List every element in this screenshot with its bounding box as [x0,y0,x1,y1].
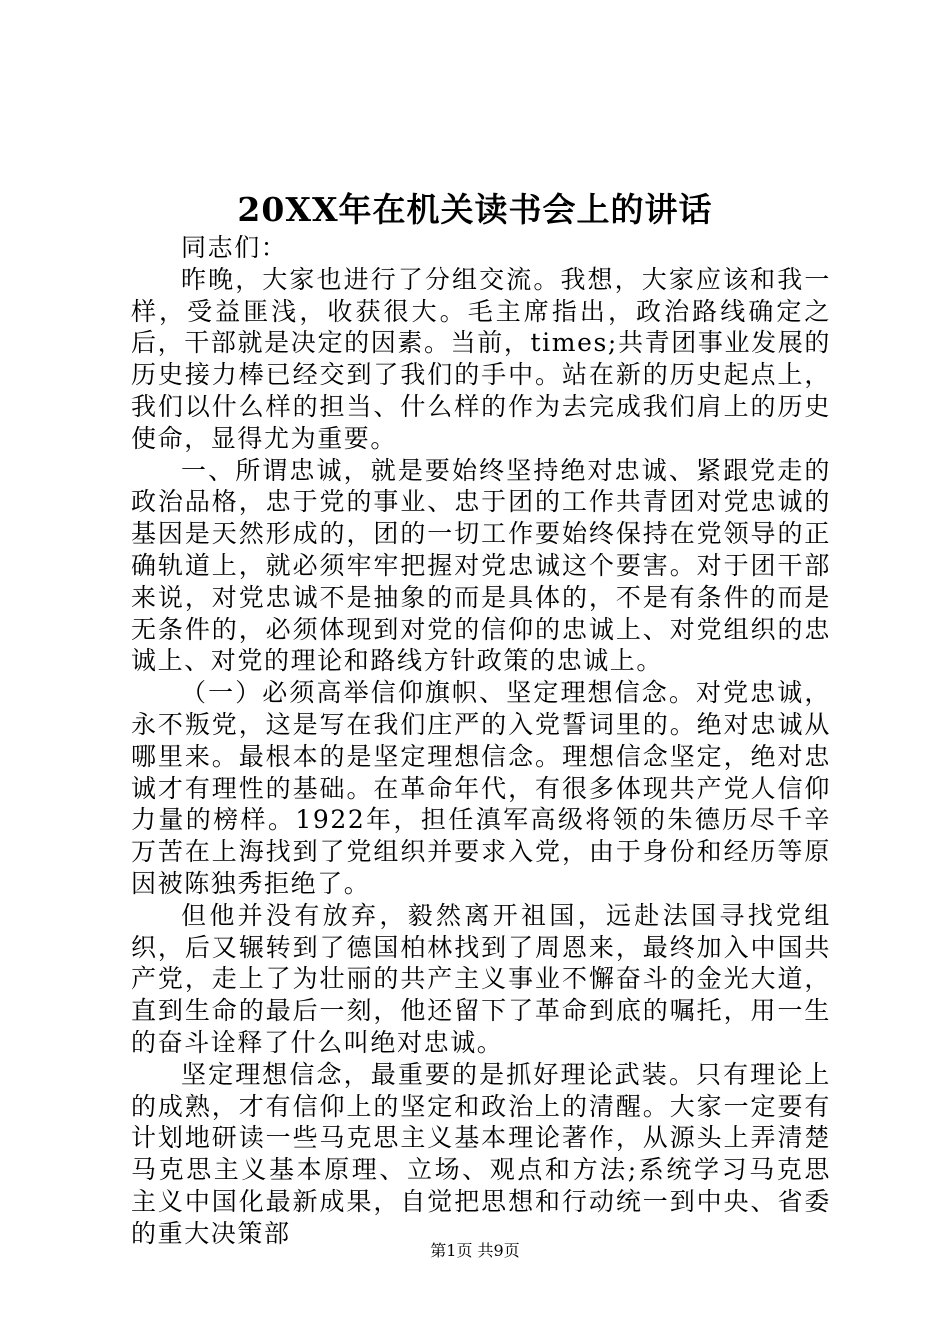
page-number-footer: 第1页 共9页 [430,1241,520,1260]
paragraph: （一）必须高举信仰旗帜、坚定理想信念。对党忠诚，永不叛党，这是写在我们庄严的入党誓词里的。绝对忠诚从哪里来。最根本的是坚定理想信念。理想信念坚定，绝对忠诚才有理性的基础。在革命年代，有很多体现共产党人信仰力量的榜样。1922年，担任滇军高级将领的朱德历尽千辛万苦在上海找到了党组织并要求入党，由于身份和经历等原因被陈独秀拒绝了。 [131,678,831,898]
paragraph: 但他并没有放弃，毅然离开祖国，远赴法国寻找党组织，后又辗转到了德国柏林找到了周恩来，最终加入中国共产党，走上了为壮丽的共产主义事业不懈奋斗的金光大道，直到生命的最后一刻，他还留下了革命到底的嘱托，用一生的奋斗诠释了什么叫绝对忠诚。 [131,900,831,1057]
document-title: 20XX年在机关读书会上的讲话 [237,190,713,229]
paragraph: 坚定理想信念，最重要的是抓好理论武装。只有理论上的成熟，才有信仰上的坚定和政治上的清醒。大家一定要有计划地研读一些马克思主义基本理论著作，从源头上弄清楚马克思主义基本原理、立场、观点和方法;系统学习马克思主义中国化最新成果，自觉把思想和行动统一到中央、省委的重大决策部 [131,1059,831,1248]
paragraph: 昨晚，大家也进行了分组交流。我想，大家应该和我一样，受益匪浅，收获很大。毛主席指出，政治路线确定之后，干部就是决定的因素。当前，times;共青团事业发展的历史接力棒已经交到了我们的手中。站在新的历史起点上，我们以什么样的担当、什么样的作为去完成我们肩上的历史使命，显得尤为重要。 [131,264,831,453]
paragraph-greeting: 同志们： [181,233,288,262]
document-body [131,232,831,1250]
paragraph: 一、所谓忠诚，就是要始终坚持绝对忠诚、紧跟党走的政治品格，忠于党的事业、忠于团的工作共青团对党忠诚的基因是天然形成的，团的一切工作要始终保持在党领导的正确轨道上，就必须牢牢把握对党忠诚这个要害。对于团干部来说，对党忠诚不是抽象的而是具体的，不是有条件的而是无条件的，必须体现到对党的信仰的忠诚上、对党组织的忠诚上、对党的理论和路线方针政策的忠诚上。 [131,455,831,676]
